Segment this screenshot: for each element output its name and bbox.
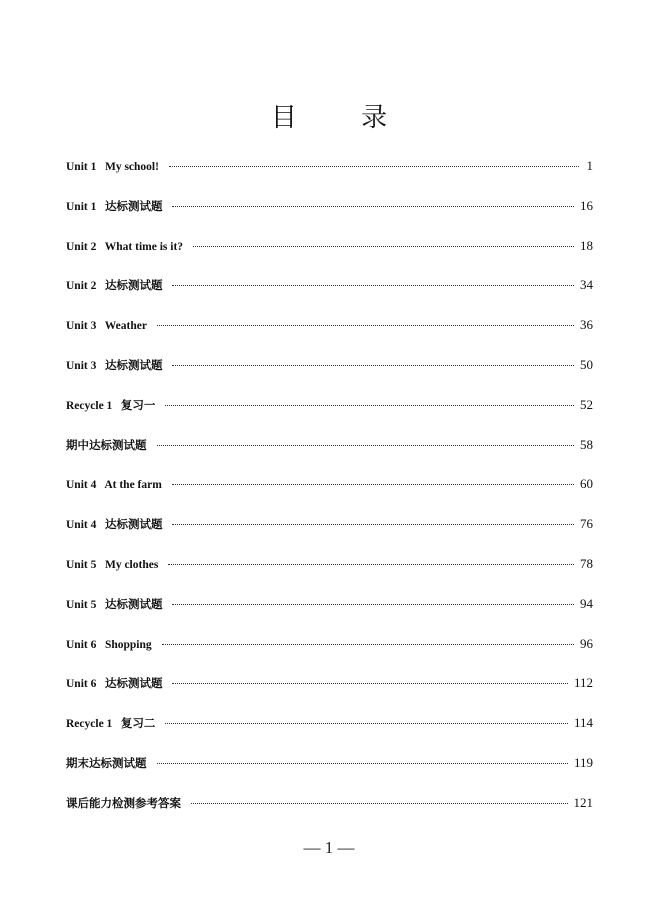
page-title: 目 录 (270, 103, 416, 133)
toc-entry-page: 52 (580, 396, 593, 412)
dot-leader (172, 206, 574, 207)
toc-entry[interactable] (66, 755, 593, 795)
dot-leader (157, 325, 574, 326)
toc-entry-page: 1 (586, 158, 593, 173)
dot-leader (172, 524, 574, 525)
toc-entry[interactable] (66, 277, 593, 317)
toc-entry[interactable] (66, 437, 593, 477)
toc-entry-label: Unit 2 达标测试题 (66, 280, 163, 293)
dot-leader (172, 365, 574, 366)
toc-entry-page: 36 (580, 317, 593, 333)
toc-entry-label: Unit 3 达标测试题 (66, 359, 163, 372)
dot-leader (157, 763, 568, 764)
toc-entry[interactable] (66, 795, 593, 835)
toc-entry[interactable] (66, 675, 593, 715)
toc-entry-label: 期末达标测试题 (66, 757, 147, 770)
toc-entry-label: Recycle 1 复习二 (66, 718, 156, 731)
toc-entry[interactable] (66, 516, 593, 556)
dot-leader (172, 285, 574, 286)
dot-leader (168, 564, 574, 565)
dot-leader (172, 484, 574, 485)
toc-entry-label: Unit 5 My clothes (66, 558, 159, 571)
toc-entry-page: 34 (580, 277, 593, 293)
dot-leader (169, 166, 579, 167)
toc-entry[interactable] (66, 158, 593, 198)
toc-entry[interactable] (66, 636, 593, 676)
toc-entry-label: Unit 4 At the farm (66, 479, 162, 492)
dot-leader (191, 803, 568, 804)
toc-entry-page: 94 (580, 595, 593, 611)
toc-entry-page: 78 (580, 555, 593, 571)
toc-entry[interactable] (66, 317, 593, 357)
toc-entry-label: Unit 4 达标测试题 (66, 519, 163, 532)
dot-leader (172, 604, 574, 605)
toc-entry-label: Unit 3 Weather (66, 320, 147, 333)
dot-leader (165, 405, 574, 406)
toc-entry-label: Unit 6 达标测试题 (66, 678, 163, 691)
toc-entry-label: Unit 2 What time is it? (66, 240, 184, 253)
toc-entry-page: 50 (580, 356, 593, 372)
toc-entry-page: 58 (580, 436, 593, 452)
toc-entry-page: 76 (580, 516, 593, 532)
toc-entry[interactable] (66, 397, 593, 437)
toc-entry-label: Recycle 1 复习一 (66, 399, 156, 412)
toc-entry[interactable] (66, 357, 593, 397)
toc-entry-label: 期中达标测试题 (66, 439, 147, 452)
dot-leader (165, 723, 568, 724)
page-number: — 1 — (303, 838, 355, 857)
dot-leader (162, 644, 574, 645)
toc-entry-page: 119 (573, 754, 593, 770)
dot-leader (157, 445, 575, 446)
dot-leader (172, 683, 567, 684)
toc-entry-label: Unit 5 达标测试题 (66, 598, 163, 611)
toc-entry-label: 课后能力检测参考答案 (66, 797, 181, 810)
toc-entry-page: 121 (573, 794, 593, 810)
toc-entry[interactable] (66, 715, 593, 755)
toc-entry-page: 60 (580, 476, 593, 492)
toc-entry-page: 114 (573, 715, 593, 731)
toc-entry[interactable] (66, 238, 593, 278)
toc-entry-page: 96 (580, 635, 593, 651)
toc-entry-page: 18 (580, 237, 593, 253)
toc-entry-label: Unit 1 达标测试题 (66, 200, 163, 213)
toc-entry[interactable] (66, 476, 593, 516)
toc-entry-label: Unit 1 My school! (66, 161, 159, 173)
table-of-contents (66, 158, 593, 835)
toc-entry-page: 16 (580, 197, 593, 213)
toc-entry[interactable] (66, 596, 593, 636)
toc-entry-label: Unit 6 Shopping (66, 638, 152, 651)
toc-entry[interactable] (66, 198, 593, 238)
toc-entry[interactable] (66, 556, 593, 596)
dot-leader (193, 246, 574, 247)
toc-entry-page: 112 (573, 675, 593, 691)
